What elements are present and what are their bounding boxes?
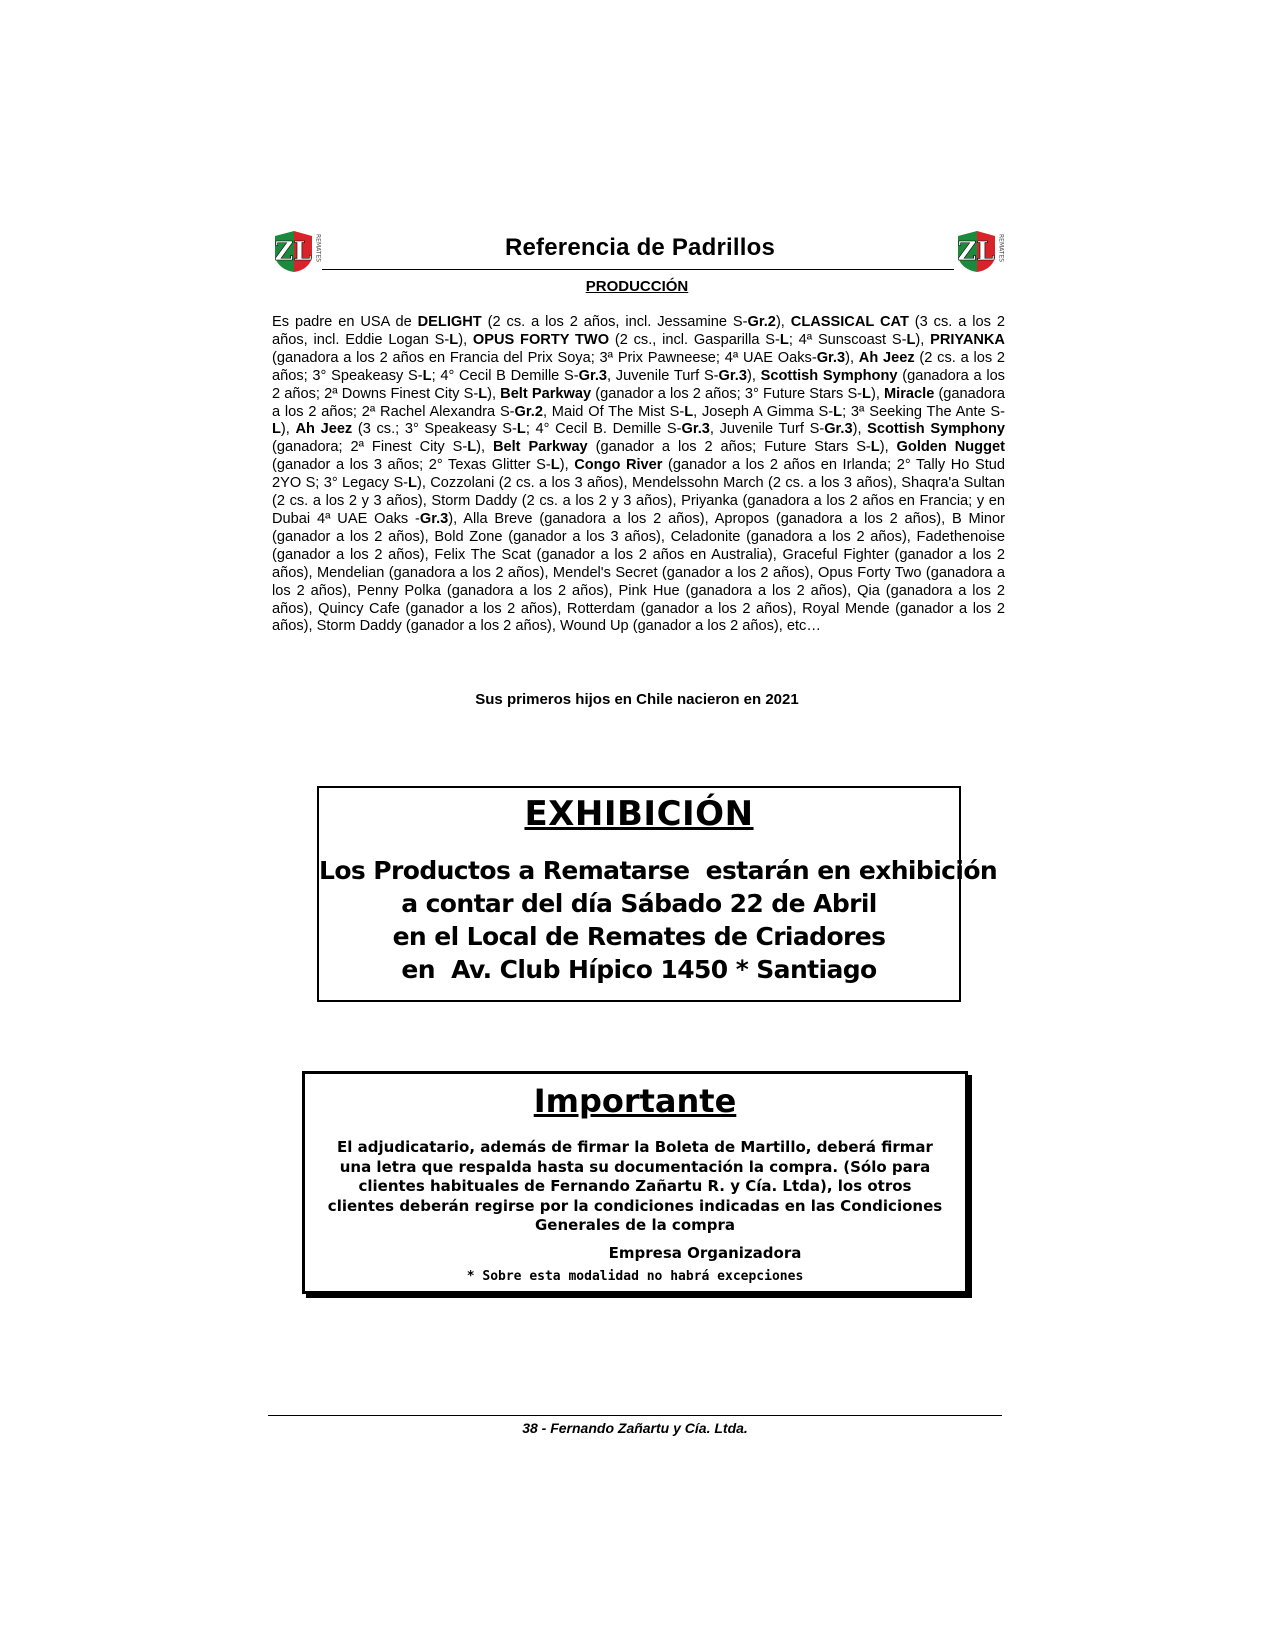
important-footnote: * Sobre esta modalidad no habrá excepciones (466, 1269, 804, 1284)
logo-side-text: REMATES (314, 234, 322, 263)
chile-offspring-note: Sus primeros hijos en Chile nacieron en 2021 (475, 691, 799, 708)
important-box (302, 1071, 968, 1294)
production-paragraph: Es padre en USA de DELIGHT (2 cs. a los 2 años, incl. Jessamine S-Gr.2), CLASSICAL CAT (3 cs. a los 2 años, incl. Eddie Logan S-L), OPUS FORTY TWO (2 cs., incl. Gasparilla S-L; 4ª Sunscoast S-L), PRIYANKA (ganadora a los 2 años en Francia del Prix Soya; 3ª Prix Pawneese; 4ª UAE Oaks-Gr.3), Ah Jeez (2 cs. a los 2 años; 3° Speakeasy S-L; 4° Cecil B Demille S-Gr.3, Juvenile Turf S-Gr.3), Scottish Symphony (ganadora a los 2 años; 2ª Downs Finest City S-L), Belt Parkway (ganador a los 2 años; 3° Future Stars S-L), Miracle (ganadora a los 2 años; 2ª Rachel Alexandra S-Gr.2, Maid Of The Mist S-L, Joseph A Gimma S-L; 3ª Seeking The Ante S-L), Ah Jeez (3 cs.; 3° Speakeasy S-L; 4° Cecil B. Demille S-Gr.3, Juvenile Turf S-Gr.3), Scottish Symphony (ganadora; 2ª Finest City S-L), Belt Parkway (ganador a los 2 años; Future Stars S-L), Golden Nugget (ganador a los 3 años; 2° Texas Glitter S-L), Congo River (ganador a los 2 años en Irlanda; 2° Tally Ho Stud 2YO S; 3° Legacy S-L), Cozzolani (2 cs. a los 3 años), Mendelssohn March (2 cs. a los 3 años), Shaqra'a Sultan (2 cs. a los 2 y 3 años), Storm Daddy (2 cs. a los 2 y 3 años), Priyanka (ganadora a los 2 años en Francia; y en Dubai 4ª UAE Oaks -Gr.3), Alla Breve (ganadora a los 2 años), Apropos (ganadora a los 2 años), B Minor (ganador a los 2 años), Bold Zone (ganador a los 3 años), Celadonite (ganadora a los 2 años), Fadethenoise (ganador a los 2 años), Felix The Scat (ganador a los 2 años en Australia), Graceful Fighter (ganador a los 2 años), Mendelian (ganadora a los 2 años), Mendel's Secret (ganador a los 2 años), Opus Forty Two (ganadora a los 2 años), Penny Polka (ganadora a los 2 años), Pink Hue (ganadora a los 2 años), Qia (ganadora a los 2 años), Quincy Cafe (ganador a los 2 años), Rotterdam (ganador a los 2 años), Royal Mende (ganador a los 2 años), Storm Daddy (ganador a los 2 años), Wound Up (ganador a los 2 años), etc… (272, 314, 1006, 635)
logo-letters: ZL (957, 237, 995, 267)
exhibition-box (317, 786, 998, 1002)
footer-divider (268, 1415, 1002, 1416)
important-text: El adjudicatario, además de firmar la Boleta de Martillo, deberá firmar una letra que respalda hasta su documentación la compra. (Sólo para clientes habituales de Fernando Zañartu R. y Cía. Ltda), los otros clientes deberán regirse por la condiciones indicadas en las Condiciones Generales de la compra (327, 1138, 943, 1234)
page-footer: 38 - Fernando Zañartu y Cía. Ltda. (522, 1420, 748, 1436)
exhibition-title: EXHIBICIÓN (524, 794, 754, 834)
exhibition-line: en el Local de Remates de Criadores (392, 922, 886, 951)
exhibition-line: a contar del día Sábado 22 de Abril (401, 889, 877, 918)
section-title: PRODUCCIÓN (585, 278, 689, 295)
company-logo-left (272, 228, 322, 278)
exhibition-line: Los Productos a Rematarse estarán en exhibición (319, 856, 998, 885)
header-divider (322, 269, 954, 270)
important-title: Importante (533, 1082, 737, 1120)
organizer-label: Empresa Organizadora (608, 1244, 802, 1262)
logo-side-text: REMATES (997, 234, 1005, 263)
logo-letters: ZL (274, 237, 312, 267)
company-logo-right (955, 228, 1005, 278)
exhibition-line: en Av. Club Hípico 1450 * Santiago (401, 955, 877, 984)
page-title: Referencia de Padrillos (504, 234, 776, 261)
exhibition-details (319, 854, 998, 986)
